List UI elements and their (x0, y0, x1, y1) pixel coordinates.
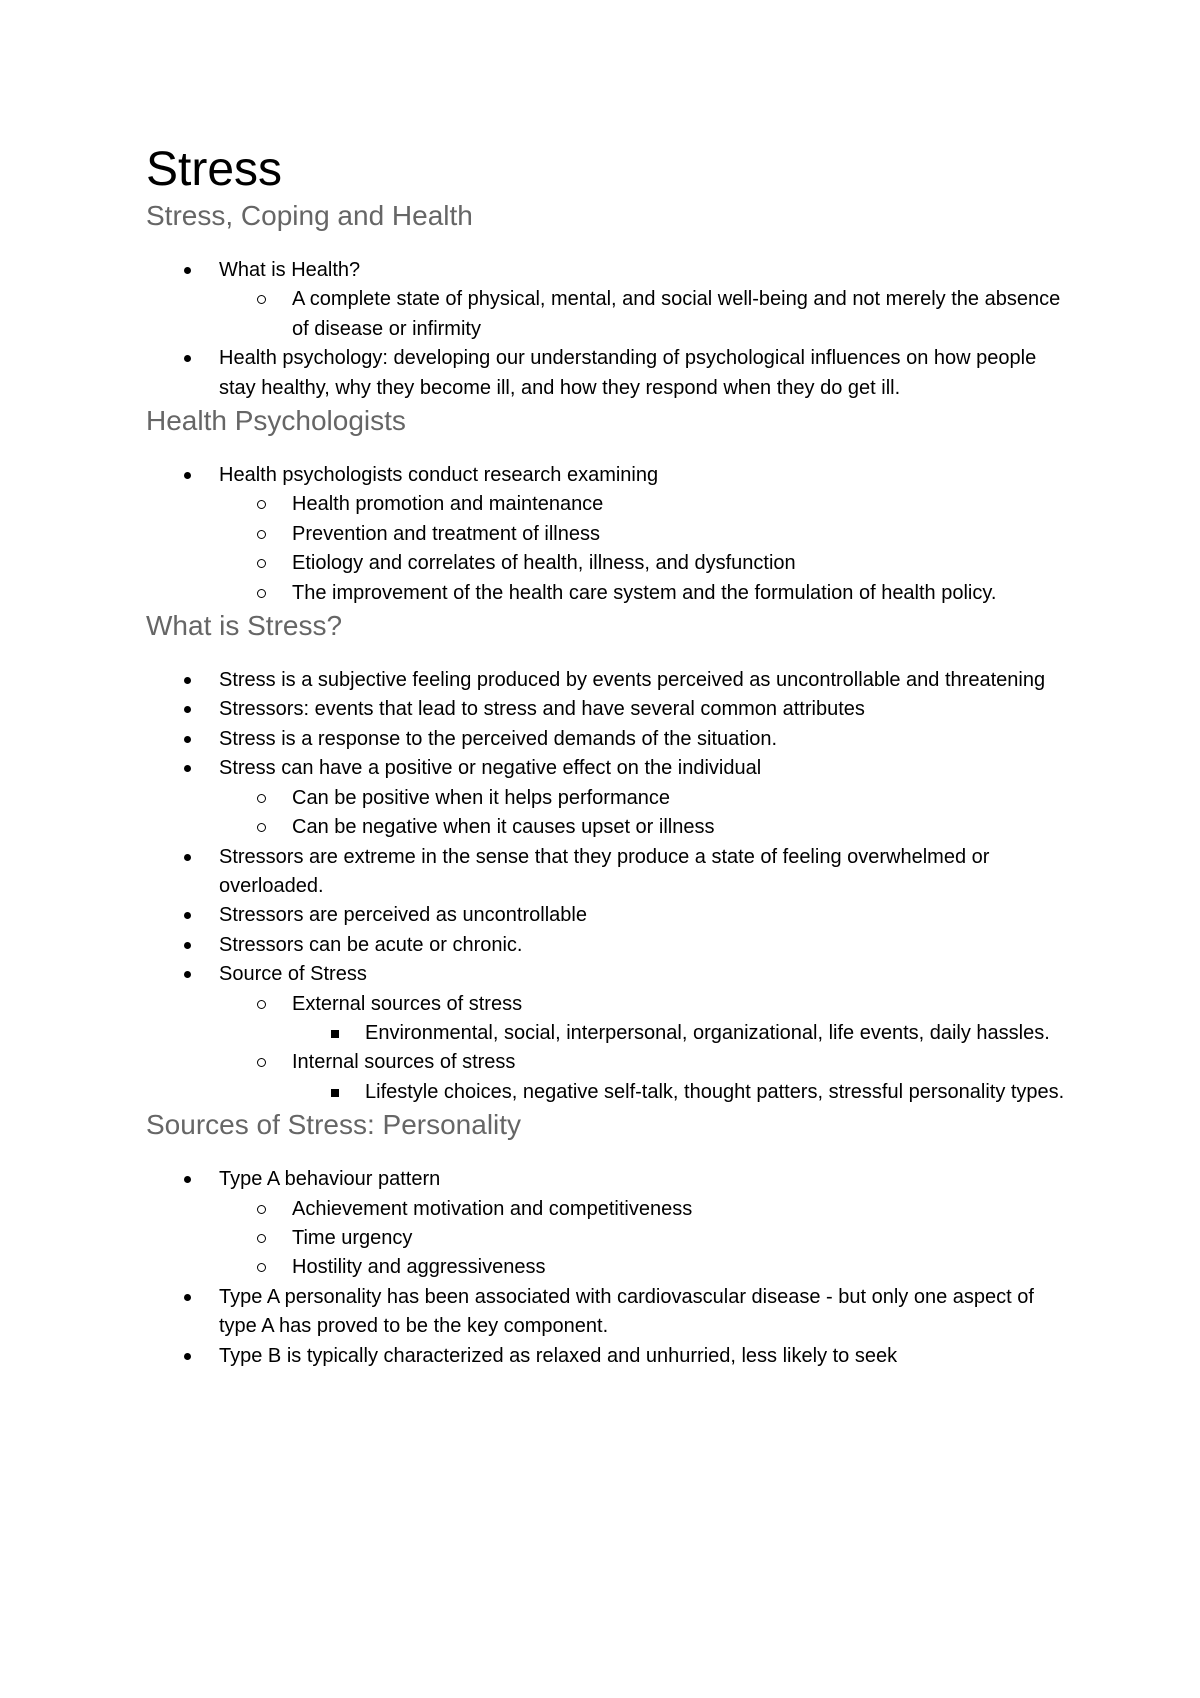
list-item (219, 1048, 1076, 1107)
list-item (219, 813, 1076, 842)
list-item (219, 1253, 1076, 1282)
list-item-text: Stress can have a positive or negative effect on the individual (219, 757, 762, 780)
list-item-text: Stressors can be acute or chronic. (219, 933, 523, 956)
list-item (146, 843, 1076, 902)
list-item (219, 579, 1076, 608)
list-item-text: Can be positive when it helps performance (292, 786, 670, 809)
list-item (219, 549, 1076, 578)
list-item (292, 1019, 1076, 1048)
list-item-text: External sources of stress (292, 992, 523, 1015)
list-item-text: Achievement motivation and competitiveness (292, 1197, 693, 1220)
section-heading: What is Stress? (146, 610, 343, 642)
list-item-text: Stress is a subjective feeling produced by events perceived as uncontrollable and threatening (219, 669, 1046, 692)
bullet-list-level-2 (146, 1195, 1076, 1283)
bullet-list-level-3 (219, 1019, 1076, 1048)
list-item-text: Source of Stress (219, 963, 367, 986)
section-heading: Sources of Stress: Personality (146, 1109, 522, 1141)
list-item (146, 931, 1076, 960)
list-item-text: Health promotion and maintenance (292, 493, 604, 516)
bullet-list-level-2 (146, 285, 1076, 344)
list-item (146, 1342, 1076, 1371)
section-heading: Health Psychologists (146, 405, 406, 437)
list-item (292, 1078, 1076, 1107)
list-item (146, 1283, 1076, 1342)
list-item (146, 960, 1076, 1107)
list-item-text: Health psychology: developing our understanding of psychological influences on how people stay healthy, why they become ill, and how they respond when they do get ill. (219, 347, 1037, 399)
list-item-text: Stress is a response to the perceived demands of the situation. (219, 727, 778, 750)
bullet-list-level-2 (146, 990, 1076, 1108)
list-item-text: Lifestyle choices, negative self-talk, thought patters, stressful personality types. (365, 1080, 1065, 1103)
list-item-text: Prevention and treatment of illness (292, 522, 600, 545)
bullet-list-level-1 (146, 666, 1076, 1107)
list-item-text: Internal sources of stress (292, 1051, 516, 1074)
list-item (219, 285, 1076, 344)
list-item-text: What is Health? (219, 259, 361, 281)
list-item (146, 344, 1076, 403)
list-item (219, 1224, 1076, 1253)
bullet-list-level-1 (146, 461, 1076, 608)
list-item (146, 725, 1076, 754)
list-item-text: Hostility and aggressiveness (292, 1256, 546, 1279)
list-item-text: Stressors are extreme in the sense that they produce a state of feeling overwhelmed or overloaded. (219, 845, 990, 897)
document-content (146, 142, 1076, 1371)
list-item (219, 990, 1076, 1049)
list-item (146, 1165, 1076, 1283)
list-item (146, 901, 1076, 930)
bullet-list-level-1 (146, 1165, 1076, 1371)
bullet-list-level-2 (146, 490, 1076, 608)
list-item (219, 520, 1076, 549)
list-item-text: Can be negative when it causes upset or illness (292, 816, 715, 839)
sections-container (146, 198, 1076, 1371)
list-item (219, 490, 1076, 519)
list-item-text: Time urgency (292, 1226, 413, 1249)
list-item (219, 1195, 1076, 1224)
list-item (219, 784, 1076, 813)
list-item-text: Type A personality has been associated with cardiovascular disease - but only one aspect of type A has proved to be the key component. (219, 1285, 1034, 1338)
list-item (146, 754, 1076, 842)
list-item (146, 256, 1076, 344)
list-item (146, 695, 1076, 724)
list-item (146, 461, 1076, 608)
bullet-list-level-2 (146, 784, 1076, 843)
list-item-text: The improvement of the health care system and the formulation of health policy. (292, 581, 997, 604)
list-item-text: A complete state of physical, mental, and social well-being and not merely the absence of disease or infirmity (292, 288, 1061, 340)
bullet-list-level-1 (146, 256, 1076, 403)
list-item-text: Health psychologists conduct research examining (219, 464, 659, 487)
section-heading: Stress, Coping and Health (146, 200, 473, 231)
bullet-list-level-3 (219, 1078, 1076, 1107)
list-item-text: Etiology and correlates of health, illness, and dysfunction (292, 552, 796, 575)
list-item (146, 666, 1076, 695)
list-item-text: Stressors are perceived as uncontrollable (219, 904, 587, 927)
list-item-text: Environmental, social, interpersonal, organizational, life events, daily hassles. (365, 1021, 1050, 1044)
list-item-text: Stressors: events that lead to stress and have several common attributes (219, 698, 865, 721)
list-item-text: Type B is typically characterized as relaxed and unhurried, less likely to seek (219, 1344, 898, 1367)
page-title: Stress (146, 143, 283, 196)
list-item-text: Type A behaviour pattern (219, 1168, 441, 1191)
